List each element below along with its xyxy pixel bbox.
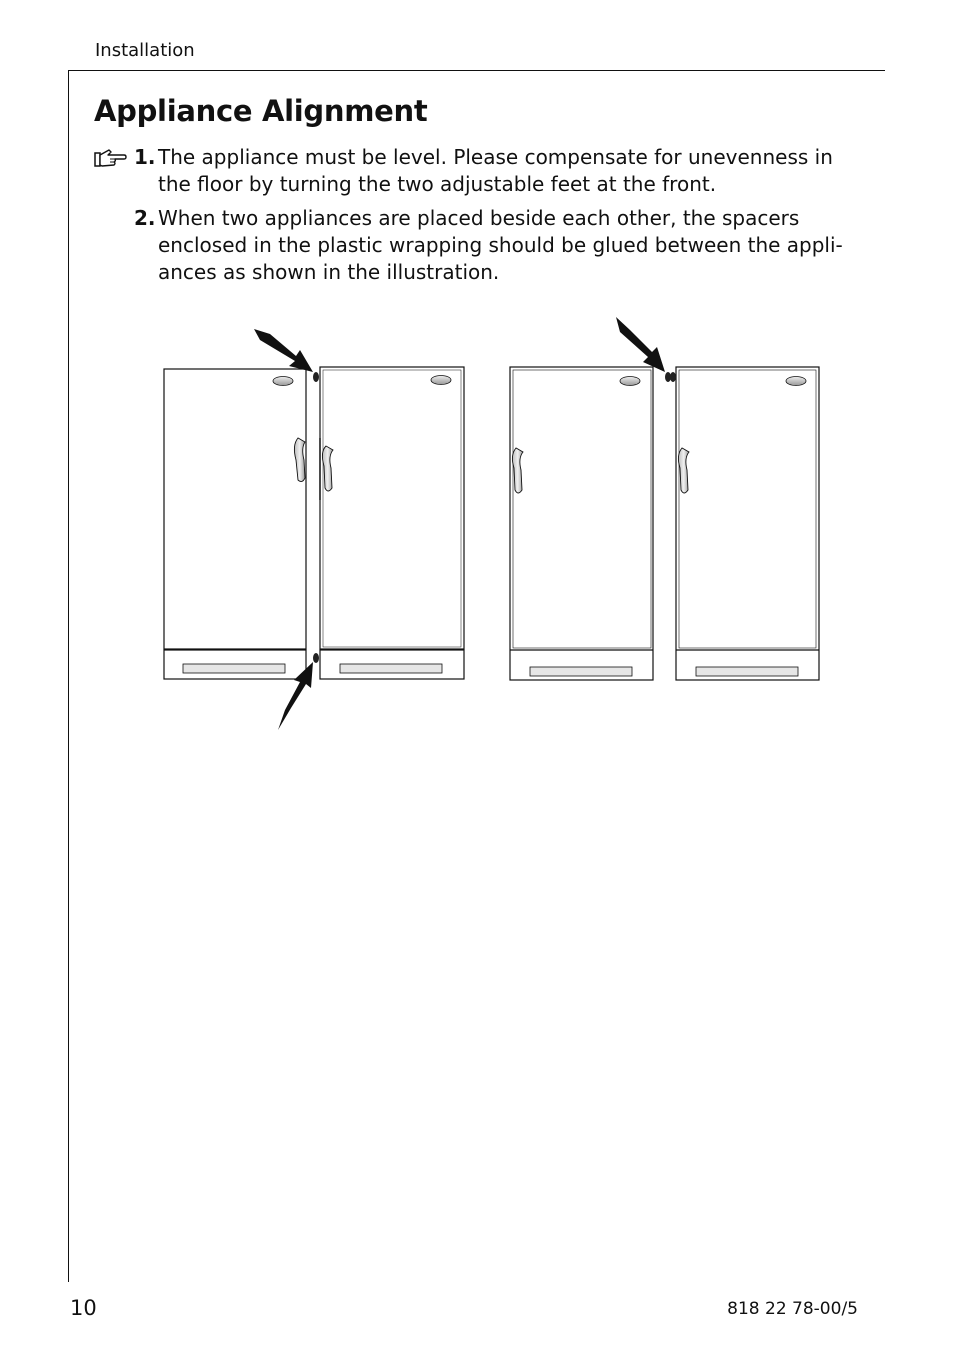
step-text: The appliance must be level. Please compensate for unevenness in the floor by turning the two adjustable feet at the front. bbox=[158, 145, 833, 196]
appliance-right-1 bbox=[510, 367, 653, 680]
appliance-right-2 bbox=[676, 367, 819, 680]
step-number: 2. bbox=[134, 206, 156, 230]
section-label: Installation bbox=[95, 40, 195, 61]
pointing-hand-icon bbox=[93, 147, 127, 169]
header-rule bbox=[68, 70, 885, 71]
appliance-left-2 bbox=[320, 367, 464, 679]
page-number: 10 bbox=[70, 1296, 97, 1320]
spacer-dot bbox=[670, 372, 676, 382]
spacer-dot bbox=[313, 372, 319, 382]
instruction-step-2 bbox=[134, 205, 854, 286]
instruction-step-1 bbox=[134, 144, 854, 198]
step-text: When two appliances are placed beside each other, the spacers enclosed in the plastic wrapping should be glued between the appli-ances as shown in the illustration. bbox=[158, 206, 843, 284]
alignment-illustration bbox=[150, 310, 840, 740]
document-code: 818 22 78-00/5 bbox=[727, 1299, 858, 1319]
arrow-icon bbox=[254, 329, 313, 372]
spacer-dot bbox=[313, 653, 319, 663]
step-number: 1. bbox=[134, 145, 156, 169]
side-rule bbox=[68, 70, 69, 1282]
page-title: Appliance Alignment bbox=[94, 94, 428, 128]
appliance-left-1 bbox=[164, 369, 306, 679]
arrow-icon bbox=[616, 317, 665, 372]
